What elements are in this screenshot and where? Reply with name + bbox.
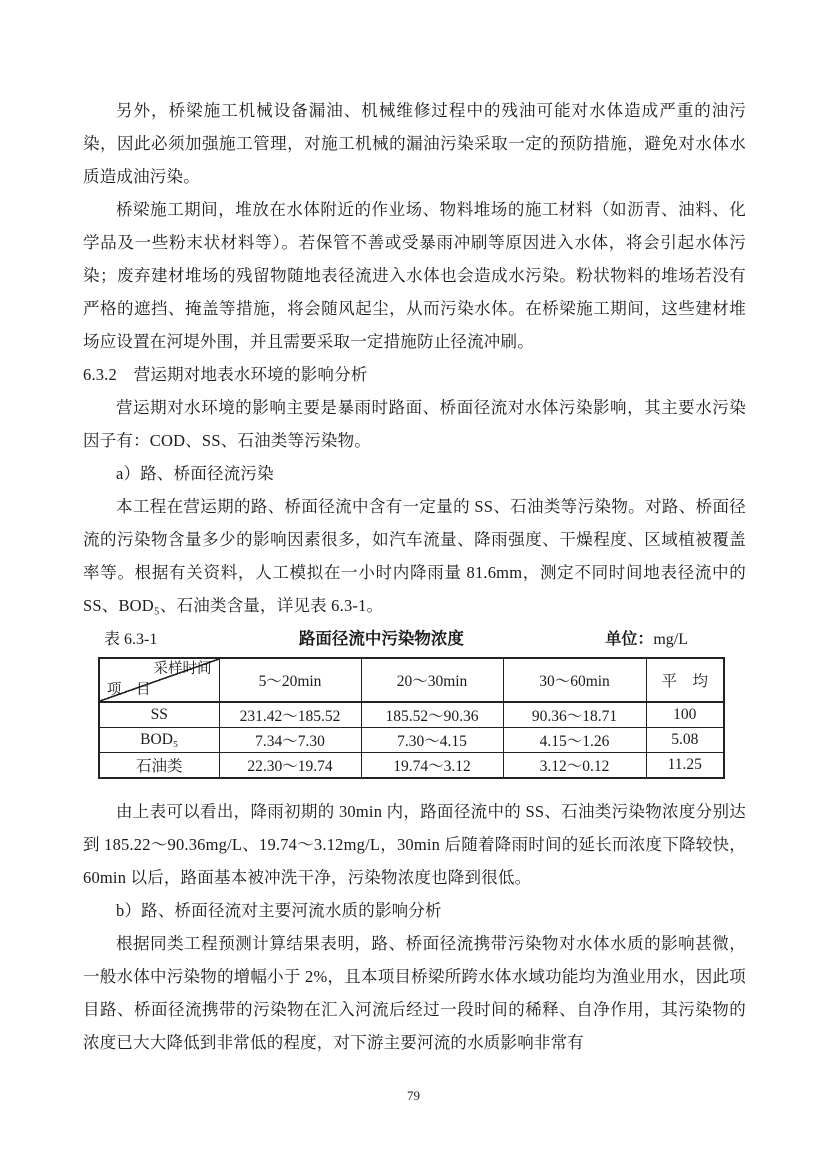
paragraph-river-quality-impact: 根据同类工程预测计算结果表明，路、桥面径流携带污染物对水体水质的影响甚微，一般水体中污染物的增幅小于 2%，且本项目桥梁所跨水体水域功能均为渔业用水，因此项目路、桥面径流携带的污染物在汇入河流后经过一段时间的稀释、自净作用，其污染物的浓度已大大降低到非常低的程度，对下游主要河流的水质影响非常有 (83, 934, 746, 1052)
cell-value: 185.52～90.36 (361, 702, 503, 728)
table-row-petroleum (99, 753, 724, 779)
cell-value: 19.74～3.12 (361, 753, 503, 779)
corner-label-item: 项 目 (107, 682, 151, 698)
cell-value: 5.08 (646, 728, 724, 753)
table-title: 路面径流中污染物浓度 (298, 629, 464, 648)
table-header-row (99, 658, 724, 702)
cell-value: 7.34～7.30 (219, 728, 361, 753)
row-item-label: BOD₅ (99, 728, 219, 753)
cell-value: 100 (646, 702, 724, 728)
table-row-ss (99, 702, 724, 728)
page-number: 79 (407, 1088, 420, 1103)
paragraph-oil-pollution: 另外，桥梁施工机械设备漏油、机械维修过程中的残油可能对水体造成严重的油污染，因此必须加强施工管理，对施工机械的漏油污染采取一定的预防措施，避免对水体水质造成油污染。 (83, 101, 746, 186)
cell-value: 231.42～185.52 (219, 702, 361, 728)
cell-value: 4.15～1.26 (503, 728, 646, 753)
table-unit (605, 625, 688, 654)
table-caption (83, 624, 746, 654)
row-item-label: 石油类 (99, 753, 219, 779)
cell-value: 11.25 (646, 753, 724, 779)
table-unit-value: mg/L (653, 631, 688, 648)
pollutant-concentration-table (98, 657, 725, 779)
list-item-a: a）路、桥面径流污染 (116, 464, 274, 483)
table-row-bod5 (99, 728, 724, 753)
paragraph-operation-impact: 营运期对水环境的影响主要是暴雨时路面、桥面径流对水体污染影响，其主要水污染因子有：COD、SS、石油类等污染物。 (83, 398, 746, 450)
table-label: 表 6.3-1 (104, 631, 158, 648)
cell-value: 3.12～0.12 (503, 753, 646, 779)
table-unit-label: 单位： (605, 631, 654, 648)
paragraph-runoff-pollutants: 本工程在营运期的路、桥面径流中含有一定量的 SS、石油类等污染物。对路、桥面径流的污染物含量多少的影响因素很多，如汽车流量、降雨强度、干燥程度、区域植被覆盖率等。根据有关资料，人工模拟在一小时内降雨量 81.6mm，测定不同时间地表径流中的 SS、BOD₅、石油类含量，详见表 6.3-1。 (83, 497, 746, 615)
paragraph-material-storage: 桥梁施工期间，堆放在水体附近的作业场、物料堆场的施工材料（如沥青、油料、化学品及一些粉末状材料等）。若保管不善或受暴雨冲刷等原因进入水体，将会引起水体污染；废弃建材堆场的残留物随地表径流进入水体也会造成水污染。粉状物料的堆场若没有严格的遮挡、掩盖等措施，将会随风起尘，从而污染水体。在桥梁施工期间，这些建材堆场应设置在河堤外围，并且需要采取一定措施防止径流冲刷。 (83, 200, 746, 351)
column-header-average: 平 均 (646, 658, 724, 702)
column-header-5-20min: 5～20min (219, 658, 361, 702)
table-corner-cell (99, 658, 219, 702)
corner-label-sampling-time: 采样时间 (153, 661, 212, 677)
section-heading-6-3-2: 6.3.2 营运期对地表水环境的影响分析 (83, 365, 368, 384)
column-header-30-60min: 30～60min (503, 658, 646, 702)
list-item-b: b）路、桥面径流对主要河流水质的影响分析 (116, 901, 442, 920)
cell-value: 90.36～18.71 (503, 702, 646, 728)
cell-value: 7.30～4.15 (361, 728, 503, 753)
paragraph-table-analysis: 由上表可以看出，降雨初期的 30min 内，路面径流中的 SS、石油类污染物浓度分别达到 185.22～90.36mg/L、19.74～3.12mg/L，30min 后随着降雨时间的延长而浓度下降较快，60min 以后，路面基本被冲洗干净，污染物浓度也降到很低。 (83, 802, 746, 887)
cell-value: 22.30～19.74 (219, 753, 361, 779)
column-header-20-30min: 20～30min (361, 658, 503, 702)
page-content (83, 94, 746, 1059)
row-item-label: SS (99, 702, 219, 728)
